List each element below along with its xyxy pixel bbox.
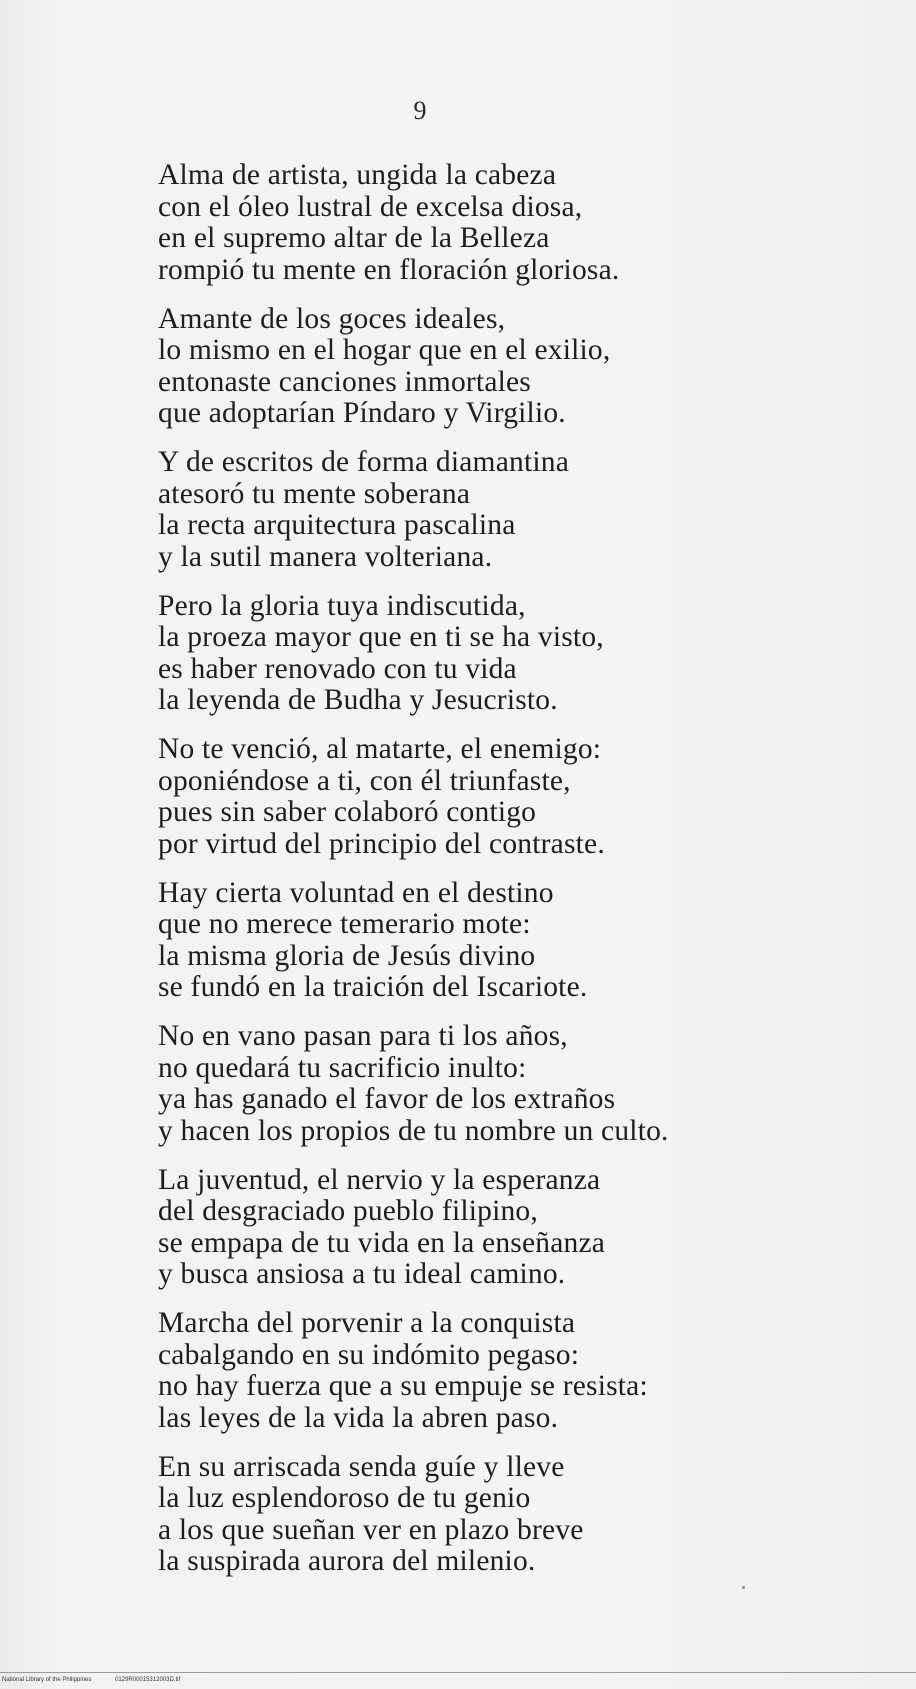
verse-line: entonaste canciones inmortales xyxy=(158,365,531,398)
verse-line: la recta arquitectura pascalina xyxy=(158,509,516,541)
verse-line: la misma gloria de Jesús divino xyxy=(158,939,536,972)
verse-line: con el óleo lustral de excelsa diosa, xyxy=(158,190,583,223)
stanza-1 xyxy=(158,160,858,286)
verse-line: La juventud, el nervio y la esperanza xyxy=(158,1163,601,1196)
verse-line: atesoró tu mente soberana xyxy=(158,477,471,510)
verse-line: la proeza mayor que en ti se ha visto, xyxy=(158,621,604,653)
poem xyxy=(158,160,858,1595)
verse-line: y la sutil manera volteriana. xyxy=(158,540,493,573)
verse-line: y hacen los propios de tu nombre un culto. xyxy=(158,1114,669,1147)
page-number: 9 xyxy=(413,96,427,125)
verse-line: cabalgando en su indómito pegaso: xyxy=(158,1338,580,1371)
stanza-3 xyxy=(158,447,858,573)
stanza-7 xyxy=(158,1021,858,1147)
verse-line: es haber renovado con tu vida xyxy=(158,652,517,685)
verse-line: del desgraciado pueblo filipino, xyxy=(158,1195,538,1227)
verse-line: no hay fuerza que a su empuje se resista: xyxy=(158,1370,648,1402)
verse-line: y busca ansiosa a tu ideal camino. xyxy=(158,1258,566,1290)
stanza-9 xyxy=(158,1308,858,1434)
stanza-6 xyxy=(158,878,858,1004)
verse-line: Alma de artista, ungida la cabeza xyxy=(158,159,557,191)
verse-line: Amante de los goces ideales, xyxy=(158,302,506,335)
verse-line: Pero la gloria tuya indiscutida, xyxy=(158,589,526,622)
verse-line: la luz esplendoroso de tu genio xyxy=(158,1482,531,1514)
verse-line: se fundó en la traición del Iscariote. xyxy=(158,971,588,1003)
verse-line: oponiéndose a ti, con él triunfaste, xyxy=(158,764,571,797)
verse-line: la suspirada aurora del milenio. xyxy=(158,1545,536,1577)
scan-speck xyxy=(742,1586,745,1589)
verse-line: Y de escritos de forma diamantina xyxy=(158,446,569,478)
footer-library: National Library of the Philippines xyxy=(2,1677,92,1683)
verse-line: las leyes de la vida la abren paso. xyxy=(158,1401,559,1434)
stanza-8 xyxy=(158,1165,858,1291)
verse-line: No en vano pasan para ti los años, xyxy=(158,1020,568,1052)
footer-code: 0129R00015312003D.tif xyxy=(115,1677,181,1683)
stanza-4 xyxy=(158,591,858,717)
verse-line: por virtud del principio del contraste. xyxy=(158,827,605,860)
stanza-10 xyxy=(158,1452,858,1578)
verse-line: la leyenda de Budha y Jesucristo. xyxy=(158,684,558,716)
verse-line: Hay cierta voluntad en el destino xyxy=(158,876,554,909)
verse-line: que adoptarían Píndaro y Virgilio. xyxy=(158,397,566,429)
stanza-2 xyxy=(158,304,858,430)
verse-line: en el supremo altar de la Belleza xyxy=(158,222,550,254)
verse-line: a los que sueñan ver en plazo breve xyxy=(158,1513,584,1546)
verse-line: se empapa de tu vida en la enseñanza xyxy=(158,1226,606,1259)
verse-line: Marcha del porvenir a la conquista xyxy=(158,1307,576,1339)
verse-line: pues sin saber colaboró contigo xyxy=(158,796,537,828)
verse-line: no quedará tu sacrificio inulto: xyxy=(158,1051,527,1084)
verse-line: rompió tu mente en floración gloriosa. xyxy=(158,253,620,286)
verse-line: No te venció, al matarte, el enemigo: xyxy=(158,733,602,765)
stanza-5 xyxy=(158,734,858,860)
verse-line: En su arriscada senda guíe y lleve xyxy=(158,1450,565,1483)
verse-line: lo mismo en el hogar que en el exilio, xyxy=(158,334,611,366)
bottom-rule xyxy=(0,1672,916,1673)
verse-line: ya has ganado el favor de los extraños xyxy=(158,1083,616,1115)
scan-footer xyxy=(2,1677,180,1683)
verse-line: que no merece temerario mote: xyxy=(158,908,531,940)
